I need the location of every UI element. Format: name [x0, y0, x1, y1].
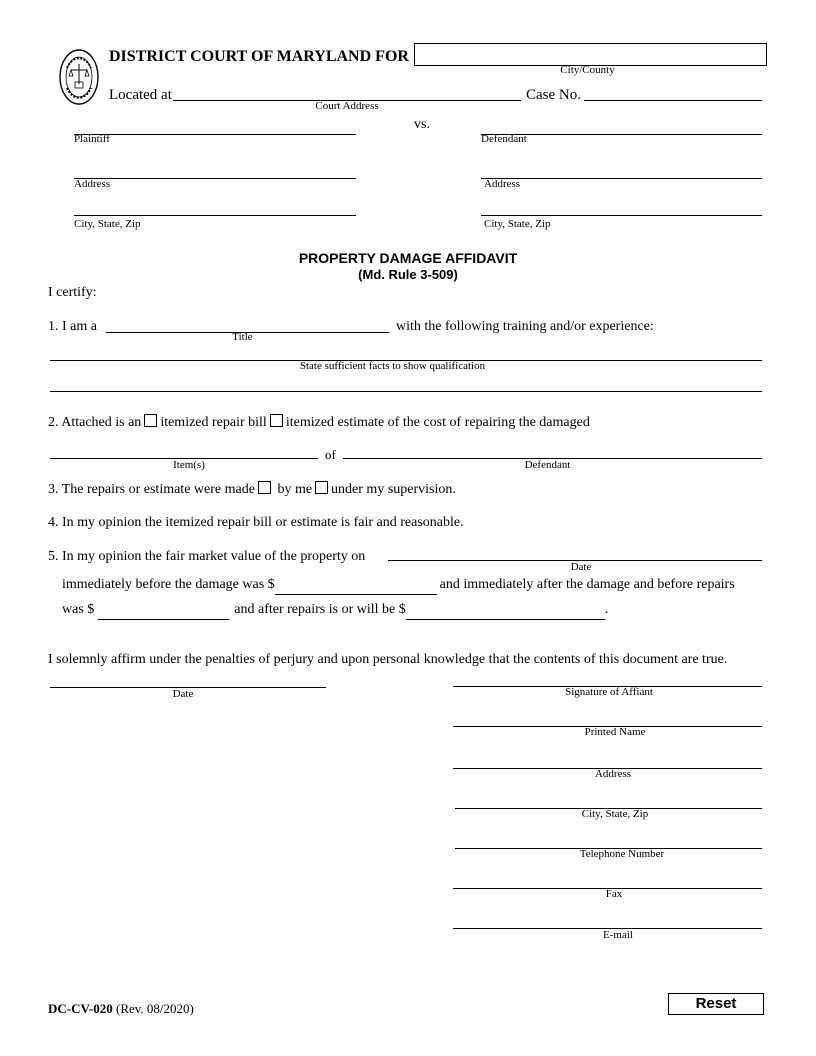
defendant-city-caption: City, State, Zip: [484, 218, 551, 230]
plaintiff-city-input[interactable]: [74, 201, 356, 216]
affiant-city-caption: City, State, Zip: [581, 808, 649, 820]
email-caption: E-mail: [603, 929, 633, 941]
qualification-caption: State sufficient facts to show qualification: [299, 360, 486, 372]
under-supervision-checkbox[interactable]: [315, 481, 328, 494]
item2-line: [48, 414, 590, 431]
item5-prefix: 5. In my opinion the fair market value of the property on: [48, 549, 366, 564]
item5-line2-b: and immediately after the damage and before repairs: [439, 577, 735, 592]
valuation-date-input[interactable]: [388, 546, 762, 561]
city-county-input[interactable]: [414, 43, 767, 66]
defendant-address-caption: Address: [484, 178, 521, 190]
affiant-city-input[interactable]: [455, 794, 762, 809]
form-revision: (Rev. 08/2020): [116, 1001, 194, 1016]
defendant-caption: Defendant: [481, 133, 527, 145]
form-footer: [48, 1001, 194, 1017]
item5-line3-b: and after repairs is or will be $: [234, 602, 406, 617]
printed-name-caption: Printed Name: [584, 726, 646, 738]
item2-option1: itemized repair bill: [160, 415, 267, 430]
item3-option2: under my supervision.: [331, 482, 456, 497]
form-rule: (Md. Rule 3-509): [358, 267, 458, 282]
item1-prefix: 1. I am a: [48, 319, 97, 334]
value-after-damage-input[interactable]: [98, 605, 229, 620]
by-me-checkbox[interactable]: [258, 481, 271, 494]
telephone-caption: Telephone Number: [579, 848, 665, 860]
plaintiff-city-caption: City, State, Zip: [74, 218, 141, 230]
form-id: DC-CV-020: [48, 1001, 113, 1016]
items-input[interactable]: [50, 444, 318, 459]
item3-option1: by me: [277, 482, 313, 497]
telephone-input[interactable]: [455, 834, 762, 849]
of-label: of: [325, 447, 336, 462]
plaintiff-name-input[interactable]: [74, 120, 356, 135]
printed-name-input[interactable]: [453, 712, 762, 727]
item3-prefix: 3. The repairs or estimate were made: [48, 482, 255, 497]
court-address-input[interactable]: [173, 86, 521, 101]
item5-line2-a: immediately before the damage was $: [62, 577, 275, 592]
item1-suffix: with the following training and/or experience:: [396, 319, 654, 334]
affirmation-date-input[interactable]: [50, 673, 326, 688]
case-number-input[interactable]: [584, 86, 762, 101]
affirmation-date-caption: Date: [172, 688, 194, 700]
items-caption: Item(s): [173, 459, 205, 471]
email-input[interactable]: [453, 914, 762, 929]
vs-label: vs.: [414, 117, 430, 132]
fax-caption: Fax: [605, 888, 623, 900]
affiant-address-caption: Address: [594, 768, 632, 780]
case-no-label: Case No.: [526, 87, 581, 103]
qualification-line2-input[interactable]: [50, 377, 762, 392]
defendant-address-input[interactable]: [481, 164, 762, 179]
item5-line3: [62, 602, 608, 620]
title-caption: Title: [232, 331, 253, 343]
fax-input[interactable]: [453, 874, 762, 889]
item5-line3-a: was $: [62, 602, 95, 617]
court-heading: DISTRICT COURT OF MARYLAND FOR: [109, 48, 409, 65]
court-seal-icon: [58, 48, 100, 106]
signature-caption: Signature of Affiant: [565, 686, 653, 698]
value-before-damage-input[interactable]: [275, 580, 437, 595]
plaintiff-address-caption: Address: [74, 178, 111, 190]
signature-input[interactable]: [453, 672, 762, 687]
qualification-line1-input[interactable]: [50, 346, 762, 361]
reset-button[interactable]: Reset: [668, 993, 764, 1015]
affiant-address-input[interactable]: [453, 754, 762, 769]
defendant-items-caption: Defendant: [524, 459, 571, 471]
defendant-city-input[interactable]: [481, 201, 762, 216]
item5-line2: [62, 577, 735, 595]
item4-text: 4. In my opinion the itemized repair bill or estimate is fair and reasonable.: [48, 515, 464, 530]
affirmation-text: I solemnly affirm under the penalties of perjury and upon personal knowledge that the contents of this document are true.: [48, 652, 728, 667]
repair-estimate-checkbox[interactable]: [270, 414, 283, 427]
value-after-repairs-input[interactable]: [406, 605, 605, 620]
item3-line: [48, 481, 456, 498]
repair-bill-checkbox[interactable]: [144, 414, 157, 427]
damaged-defendant-input[interactable]: [343, 444, 762, 459]
plaintiff-address-input[interactable]: [74, 164, 356, 179]
form-title: PROPERTY DAMAGE AFFIDAVIT: [298, 250, 518, 266]
item2-option2: itemized estimate of the cost of repairing the damaged: [285, 415, 590, 430]
item2-prefix: 2. Attached is an: [48, 415, 142, 430]
valuation-date-caption: Date: [570, 561, 592, 573]
court-address-caption: Court Address: [315, 100, 379, 112]
certify-label: I certify:: [48, 285, 97, 300]
located-at-label: Located at: [109, 87, 172, 103]
city-county-caption: City/County: [560, 64, 615, 76]
item5-line3-end: .: [604, 602, 609, 617]
plaintiff-caption: Plaintiff: [74, 133, 110, 145]
